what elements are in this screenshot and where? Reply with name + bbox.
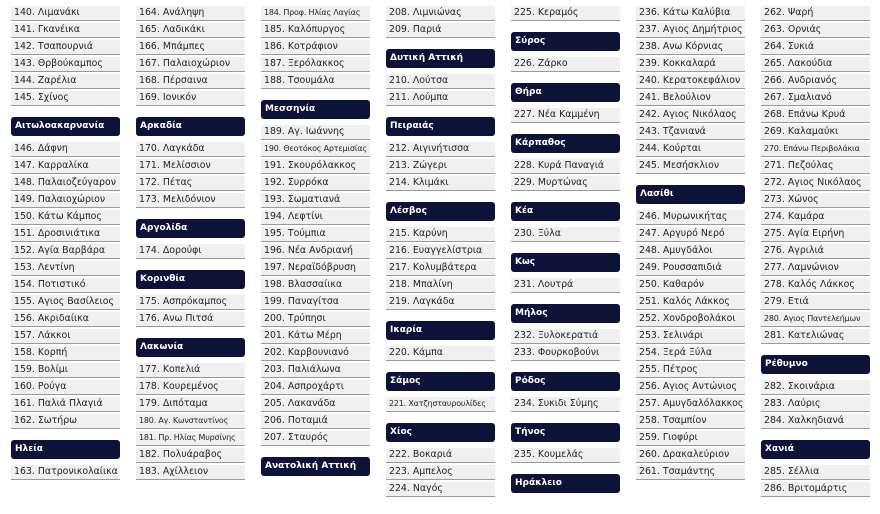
location-item[interactable]: 198. Βλασσαίικα	[261, 278, 370, 293]
location-item[interactable]: 155. Αγιος Βασίλειος	[11, 295, 120, 310]
location-item[interactable]: 209. Παριά	[386, 23, 495, 38]
location-item[interactable]: 245. Μεσήσκλιον	[636, 159, 745, 174]
location-item[interactable]: 161. Παλιά Πλαγιά	[11, 397, 120, 412]
location-item[interactable]: 157. Λάκκοι	[11, 329, 120, 344]
location-item[interactable]: 238. Ανω Κόρνιας	[636, 40, 745, 55]
location-item[interactable]: 191. Σκουρόλακκος	[261, 159, 370, 174]
region-header: Λασίθι	[636, 185, 745, 204]
location-item[interactable]: 183. Αχίλλειον	[136, 465, 245, 480]
location-item[interactable]: 174. Δορούφι	[136, 244, 245, 259]
location-item[interactable]: 247. Αργυρό Νερό	[636, 227, 745, 242]
location-item[interactable]: 239. Κοκκαλαρά	[636, 57, 745, 72]
location-item[interactable]: 263. Ορνιάς	[761, 23, 870, 38]
location-item[interactable]: 227. Νέα Καμμένη	[511, 108, 620, 123]
location-item[interactable]: 222. Βοκαριά	[386, 448, 495, 463]
location-item[interactable]: 194. Λεφτίνι	[261, 210, 370, 225]
location-item[interactable]: 162. Σωτήρω	[11, 414, 120, 429]
location-item[interactable]: 185. Καλόπυργος	[261, 23, 370, 38]
location-item[interactable]: 254. Ξερά Ξύλα	[636, 346, 745, 361]
location-item[interactable]: 210. Λούτσα	[386, 74, 495, 89]
location-item[interactable]: 220. Κάμπα	[386, 346, 495, 361]
location-item[interactable]: 168. Πέρσαινα	[136, 74, 245, 89]
location-item[interactable]: 234. Συκιδι Σύμης	[511, 397, 620, 412]
location-item[interactable]: 140. Λιμανάκι	[11, 6, 120, 21]
location-item[interactable]: 279. Ετιά	[761, 295, 870, 310]
location-item[interactable]: 275. Αγία Ειρήνη	[761, 227, 870, 242]
location-item[interactable]: 278. Καλός Λάκκος	[761, 278, 870, 293]
location-item[interactable]: 201. Κάτω Μέρη	[261, 329, 370, 344]
region-header: Κέα	[511, 202, 620, 221]
location-item[interactable]: 179. Διπόταμα	[136, 397, 245, 412]
location-item[interactable]: 223. Αμπελος	[386, 465, 495, 480]
location-item[interactable]: 265. Λακούδια	[761, 57, 870, 72]
region-header: Θήρα	[511, 83, 620, 102]
location-item[interactable]: 164. Ανάληψη	[136, 6, 245, 21]
location-item[interactable]: 273. Χώνος	[761, 193, 870, 208]
location-item[interactable]: 196. Νέα Ανδριανή	[261, 244, 370, 259]
location-item[interactable]: 218. Μπαλίνη	[386, 278, 495, 293]
column-5	[511, 6, 620, 499]
location-item[interactable]: 200. Τρύπησι	[261, 312, 370, 327]
location-item[interactable]: 141. Γκανέικα	[11, 23, 120, 38]
location-item[interactable]: 221. Χατζησταυρουλίδες	[386, 397, 495, 412]
location-item[interactable]: 197. Νεραϊδόβρυση	[261, 261, 370, 276]
location-item[interactable]: 226. Ζάρκο	[511, 57, 620, 72]
location-item[interactable]: 256. Αγιος Αντώνιος	[636, 380, 745, 395]
location-item[interactable]: 236. Κάτω Καλύβια	[636, 6, 745, 21]
location-item[interactable]: 143. Θρβούκαμπος	[11, 57, 120, 72]
location-item[interactable]: 184. Προφ. Ηλίας Λαγίας	[261, 6, 370, 21]
location-item[interactable]: 272. Αγιος Νικόλαος	[761, 176, 870, 191]
region-header: Σάμος	[386, 372, 495, 391]
location-item[interactable]: 193. Σωματιανά	[261, 193, 370, 208]
location-item[interactable]: 186. Κοτράφιον	[261, 40, 370, 55]
region-header: Αργολίδα	[136, 219, 245, 238]
column-2	[136, 6, 245, 482]
location-item[interactable]: 258. Τσαμπίον	[636, 414, 745, 429]
location-item[interactable]: 166. Μπάμπες	[136, 40, 245, 55]
location-item[interactable]: 246. Μυρωνικήτας	[636, 210, 745, 225]
column-1	[11, 6, 120, 482]
location-item[interactable]: 212. Αιγινήτισσα	[386, 142, 495, 157]
location-item[interactable]: 182. Πολυάραβος	[136, 448, 245, 463]
region-header: Αρκαδία	[136, 117, 245, 136]
location-item[interactable]: 285. Σέλλια	[761, 465, 870, 480]
region-header: Σύρος	[511, 32, 620, 51]
location-item[interactable]: 177. Κοπελιά	[136, 363, 245, 378]
location-item[interactable]: 253. Σελινάρι	[636, 329, 745, 344]
region-header: Λακωνία	[136, 338, 245, 357]
location-item[interactable]: 160. Ρούγα	[11, 380, 120, 395]
location-item[interactable]: 214. Κλιμάκι	[386, 176, 495, 191]
location-item[interactable]: 156. Ακριδαίικα	[11, 312, 120, 327]
location-item[interactable]: 267. Σμαλιανό	[761, 91, 870, 106]
location-item[interactable]: 192. Συρρόκα	[261, 176, 370, 191]
region-header: Ανατολική Αττική	[261, 457, 370, 476]
location-item[interactable]: 274. Καμάρα	[761, 210, 870, 225]
location-item[interactable]: 248. Αμυγδάλοι	[636, 244, 745, 259]
region-header: Μήλος	[511, 304, 620, 323]
location-item[interactable]: 277. Λαμνώνιον	[761, 261, 870, 276]
location-item[interactable]: 149. Παλαιοχώριον	[11, 193, 120, 208]
region-header: Ρόδος	[511, 372, 620, 391]
location-item[interactable]: 188. Τσουμάλα	[261, 74, 370, 89]
region-header: Κάρπαθος	[511, 134, 620, 153]
region-header: Μεσσηνία	[261, 100, 370, 119]
location-item[interactable]: 213. Ζώγερι	[386, 159, 495, 174]
region-header: Ηράκλειο	[511, 474, 620, 493]
location-item[interactable]: 217. Κολυμβάτερα	[386, 261, 495, 276]
location-item[interactable]: 252. Χονδροβολάκοι	[636, 312, 745, 327]
location-item[interactable]: 251. Καλός Λάκκος	[636, 295, 745, 310]
location-item[interactable]: 233. Φουρκοβούνι	[511, 346, 620, 361]
location-item[interactable]: 163. Πατρονικολαίικα	[11, 465, 120, 480]
location-item[interactable]: 261. Τσαμάντης	[636, 465, 745, 480]
location-item[interactable]: 259. Γιοφύρι	[636, 431, 745, 446]
location-item[interactable]: 232. Ξυλοκερατιά	[511, 329, 620, 344]
location-item[interactable]: 286. Βριτομάρτις	[761, 482, 870, 497]
location-item[interactable]: 216. Ευαγγελίστρια	[386, 244, 495, 259]
column-6	[636, 6, 745, 482]
region-header: Κως	[511, 253, 620, 272]
location-item[interactable]: 199. Παναγίτσα	[261, 295, 370, 310]
location-item[interactable]: 270. Επάνω Περιβολάκια	[761, 142, 870, 157]
location-item[interactable]: 150. Κάτω Κάμπος	[11, 210, 120, 225]
location-item[interactable]: 243. Τζανιανά	[636, 125, 745, 140]
location-item[interactable]: 280. Αγιος Παντελεήμων	[761, 312, 870, 327]
location-item[interactable]: 215. Καρύνη	[386, 227, 495, 242]
location-item[interactable]: 145. Σχίνος	[11, 91, 120, 106]
location-item[interactable]: 241. Βελούλιον	[636, 91, 745, 106]
location-item[interactable]: 268. Επάνω Κρυά	[761, 108, 870, 123]
region-header: Ρέθυμνο	[761, 355, 870, 374]
region-header: Κορινθία	[136, 270, 245, 289]
location-item[interactable]: 276. Αγριλιά	[761, 244, 870, 259]
region-header: Χανιά	[761, 440, 870, 459]
location-item[interactable]: 148. Παλαιοζεύγαρον	[11, 176, 120, 191]
location-item[interactable]: 170. Λαγκάδα	[136, 142, 245, 157]
location-item[interactable]: 171. Μελίσσιον	[136, 159, 245, 174]
location-item[interactable]: 203. Παλιάλωνα	[261, 363, 370, 378]
region-header: Πειραιάς	[386, 117, 495, 136]
location-item[interactable]: 257. Αμυγδαλόλακκος	[636, 397, 745, 412]
location-item[interactable]: 195. Τούμπια	[261, 227, 370, 242]
location-item[interactable]: 159. Βολίμι	[11, 363, 120, 378]
location-item[interactable]: 142. Τσαπουρνιά	[11, 40, 120, 55]
location-item[interactable]: 144. Ζαρέλια	[11, 74, 120, 89]
column-3	[261, 6, 370, 482]
location-item[interactable]: 219. Λαγκάδα	[386, 295, 495, 310]
location-item[interactable]: 169. Ιονικόν	[136, 91, 245, 106]
region-header: Αιτωλοακαρνανία	[11, 117, 120, 136]
location-item[interactable]: 231. Λουτρά	[511, 278, 620, 293]
region-header: Λέσβος	[386, 202, 495, 221]
location-item[interactable]: 205. Λακανάδα	[261, 397, 370, 412]
location-item[interactable]: 187. Ξερόλακκος	[261, 57, 370, 72]
location-item[interactable]: 228. Κυρά Παναγιά	[511, 159, 620, 174]
location-item[interactable]: 235. Κουμελάς	[511, 448, 620, 463]
region-header: Ηλεία	[11, 440, 120, 459]
location-item[interactable]: 190. Θεοτόκος Αρτεμισίας	[261, 142, 370, 157]
location-item[interactable]: 152. Αγία Βαρβάρα	[11, 244, 120, 259]
region-header: Χίος	[386, 423, 495, 442]
location-item[interactable]: 284. Χαλκηδιανά	[761, 414, 870, 429]
location-item[interactable]: 224. Ναγός	[386, 482, 495, 497]
location-item[interactable]: 204. Ασπροχάρτι	[261, 380, 370, 395]
location-item[interactable]: 181. Πρ. Ηλίας Μυρσίνης	[136, 431, 245, 446]
region-header: Τήνος	[511, 423, 620, 442]
region-header: Δυτική Αττική	[386, 49, 495, 68]
location-item[interactable]: 151. Δροσινιάτικα	[11, 227, 120, 242]
location-item[interactable]: 180. Αγ. Κωνσταντίνος	[136, 414, 245, 429]
location-item[interactable]: 165. Λαδικάκι	[136, 23, 245, 38]
location-item[interactable]: 240. Κερατοκεφάλιον	[636, 74, 745, 89]
column-4	[386, 6, 495, 499]
location-item[interactable]: 255. Πέτρος	[636, 363, 745, 378]
location-item[interactable]: 189. Αγ. Ιωάννης	[261, 125, 370, 140]
location-item[interactable]: 202. Καρβουνιανό	[261, 346, 370, 361]
location-item[interactable]: 173. Μελιδόνιον	[136, 193, 245, 208]
location-item[interactable]: 244. Κούρται	[636, 142, 745, 157]
location-item[interactable]: 208. Λιμνιώνας	[386, 6, 495, 21]
location-item[interactable]: 271. Πεζούλας	[761, 159, 870, 174]
location-item[interactable]: 250. Καθαρόν	[636, 278, 745, 293]
location-item[interactable]: 211. Λούμπα	[386, 91, 495, 106]
location-item[interactable]: 146. Δάφνη	[11, 142, 120, 157]
location-item[interactable]: 262. Ψαρή	[761, 6, 870, 21]
location-item[interactable]: 158. Κορπή	[11, 346, 120, 361]
location-item[interactable]: 178. Κουρεμένος	[136, 380, 245, 395]
location-item[interactable]: 282. Σκοινάρια	[761, 380, 870, 395]
location-item[interactable]: 229. Μυρτώνας	[511, 176, 620, 191]
location-item[interactable]: 242. Αγιος Νικόλαος	[636, 108, 745, 123]
location-item[interactable]: 266. Ανδριανός	[761, 74, 870, 89]
location-item[interactable]: 172. Πέτας	[136, 176, 245, 191]
column-7	[761, 6, 870, 499]
location-item[interactable]: 175. Ασπρόκαμπος	[136, 295, 245, 310]
location-item[interactable]: 283. Λαύρις	[761, 397, 870, 412]
location-item[interactable]: 207. Σταυρός	[261, 431, 370, 446]
location-item[interactable]: 269. Καλαμαύκι	[761, 125, 870, 140]
location-item[interactable]: 154. Ποτιστικό	[11, 278, 120, 293]
location-item[interactable]: 153. Λεντίνη	[11, 261, 120, 276]
region-header: Ικαρία	[386, 321, 495, 340]
location-item[interactable]: 206. Ποταμιά	[261, 414, 370, 429]
location-item[interactable]: 264. Συκιά	[761, 40, 870, 55]
location-item[interactable]: 167. Παλαιοχώριον	[136, 57, 245, 72]
location-item[interactable]: 249. Ρουσσαπιδιά	[636, 261, 745, 276]
location-item[interactable]: 260. Δρακαλεύριον	[636, 448, 745, 463]
location-item[interactable]: 147. Καρραλίκα	[11, 159, 120, 174]
location-item[interactable]: 230. Ξύλα	[511, 227, 620, 242]
location-item[interactable]: 281. Κατελιώνας	[761, 329, 870, 344]
location-item[interactable]: 225. Κεραμός	[511, 6, 620, 21]
location-item[interactable]: 237. Αγιος Δημήτριος	[636, 23, 745, 38]
location-item[interactable]: 176. Ανω Πιτσά	[136, 312, 245, 327]
